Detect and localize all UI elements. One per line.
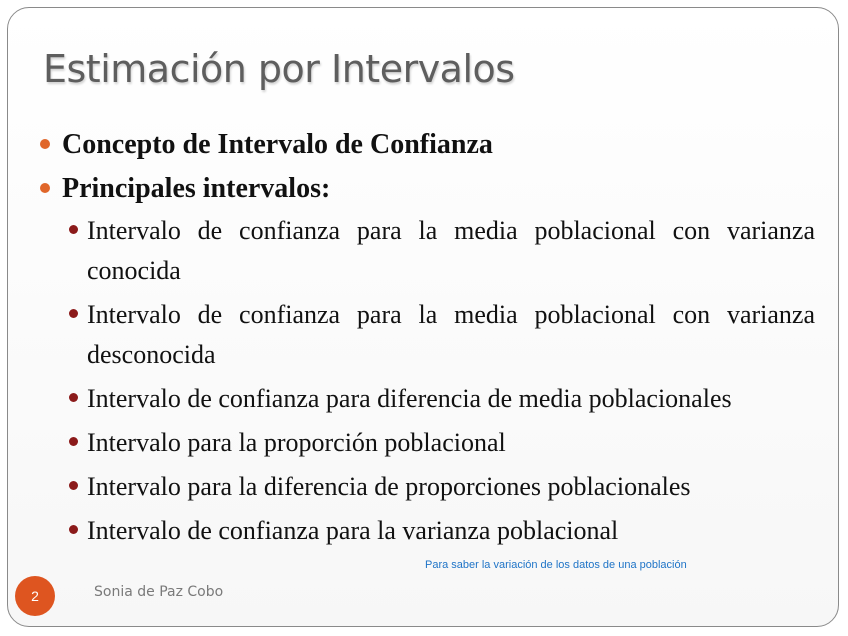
sub-bullet-item bbox=[69, 295, 815, 375]
sub-bullet-dot-icon bbox=[69, 225, 78, 234]
slide-title: Estimación por Intervalos bbox=[43, 47, 515, 91]
sub-bullet-item bbox=[69, 379, 815, 419]
footer-author: Sonia de Paz Cobo bbox=[94, 584, 224, 600]
sub-bullet-dot-icon bbox=[69, 525, 78, 534]
sub-bullet-dot-icon bbox=[69, 393, 78, 402]
bullet-item bbox=[40, 123, 815, 167]
annotation-note: Para saber la variación de los datos de una población bbox=[425, 559, 687, 571]
bullet-dot-icon bbox=[40, 139, 50, 149]
sub-bullet-item bbox=[69, 467, 815, 507]
bullet-item bbox=[40, 167, 815, 211]
sub-bullet-text: Intervalo de confianza para la media poblacional con varianza conocida bbox=[87, 216, 815, 285]
sub-bullet-item bbox=[69, 211, 815, 291]
sub-bullet-dot-icon bbox=[69, 437, 78, 446]
sub-bullet-text: Intervalo de confianza para diferencia de media poblacionales bbox=[87, 384, 732, 413]
bullet-text: Concepto de Intervalo de Confianza bbox=[62, 129, 493, 160]
sub-bullet-item bbox=[69, 511, 815, 551]
sub-bullet-dot-icon bbox=[69, 309, 78, 318]
page-number-badge: 2 bbox=[15, 576, 55, 616]
bullet-text: Principales intervalos: bbox=[62, 173, 331, 204]
sub-bullet-text: Intervalo de confianza para la varianza poblacional bbox=[87, 516, 619, 545]
sub-bullet-text: Intervalo de confianza para la media poblacional con varianza desconocida bbox=[87, 300, 815, 369]
sub-bullet-item bbox=[69, 423, 815, 463]
slide-content bbox=[40, 123, 815, 555]
sub-bullet-text: Intervalo para la proporción poblacional bbox=[87, 428, 506, 457]
bullet-dot-icon bbox=[40, 183, 50, 193]
sub-bullet-dot-icon bbox=[69, 481, 78, 490]
sub-bullet-text: Intervalo para la diferencia de proporciones poblacionales bbox=[87, 472, 691, 501]
